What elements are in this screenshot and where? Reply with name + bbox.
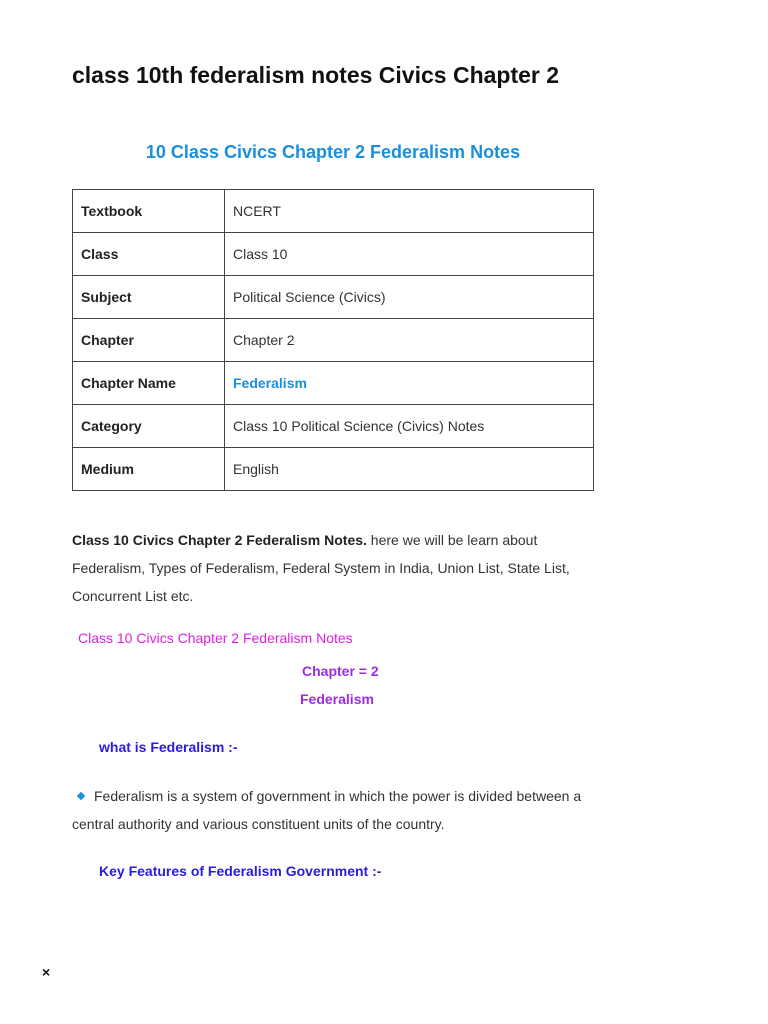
table-key: Chapter xyxy=(73,319,225,362)
table-key: Medium xyxy=(73,448,225,491)
table-row xyxy=(73,190,594,233)
table-row xyxy=(73,362,594,405)
intro-bold: Class 10 Civics Chapter 2 Federalism Notes. xyxy=(72,532,367,548)
table-row xyxy=(73,405,594,448)
info-table xyxy=(72,189,594,491)
intro-text: here we will be learn about Federalism, Types of Federalism, Federal System in India, Union List, State List, Concurrent List etc. xyxy=(72,532,570,604)
federalism-link[interactable]: Federalism xyxy=(233,375,307,391)
table-value: Class 10 xyxy=(225,233,594,276)
intro-paragraph xyxy=(72,526,594,610)
page-title: class 10th federalism notes Civics Chapter 2 xyxy=(72,62,560,88)
table-key: Class xyxy=(73,233,225,276)
close-icon[interactable]: × xyxy=(42,964,51,980)
chapter-name: Federalism xyxy=(300,691,374,707)
table-value xyxy=(225,362,594,405)
table-value: Political Science (Civics) xyxy=(225,276,594,319)
table-value: Class 10 Political Science (Civics) Notes xyxy=(225,405,594,448)
key-features-heading: Key Features of Federalism Government :- xyxy=(99,863,382,879)
table-key: Subject xyxy=(73,276,225,319)
notes-heading: Class 10 Civics Chapter 2 Federalism Notes xyxy=(78,630,353,646)
what-is-federalism-heading: what is Federalism :- xyxy=(99,739,238,755)
table-key: Textbook xyxy=(73,190,225,233)
table-value: Chapter 2 xyxy=(225,319,594,362)
table-key: Chapter Name xyxy=(73,362,225,405)
diamond-bullet-icon xyxy=(77,792,85,800)
chapter-number: Chapter = 2 xyxy=(302,663,379,679)
table-row xyxy=(73,276,594,319)
table-row xyxy=(73,319,594,362)
bullet-text: Federalism is a system of government in which the power is divided between a central authority and various constituent units of the country. xyxy=(72,788,582,832)
table-key: Category xyxy=(73,405,225,448)
sub-heading: 10 Class Civics Chapter 2 Federalism Notes xyxy=(145,142,521,162)
table-row xyxy=(73,448,594,491)
table-value: NCERT xyxy=(225,190,594,233)
bullet-paragraph xyxy=(72,782,594,838)
table-row xyxy=(73,233,594,276)
table-value: English xyxy=(225,448,594,491)
